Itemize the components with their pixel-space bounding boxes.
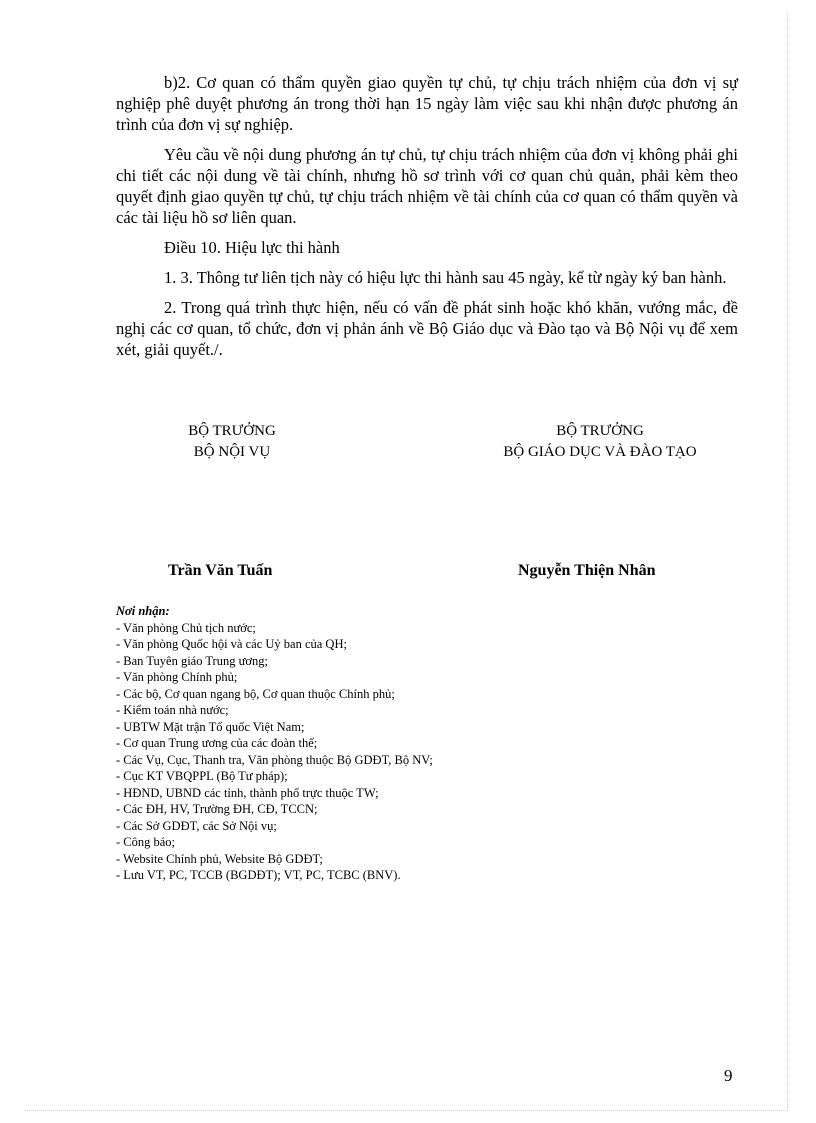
- list-item: - Các bộ, Cơ quan ngang bộ, Cơ quan thuộc Chính phủ;: [116, 686, 395, 701]
- list-item: - Công báo;: [116, 835, 176, 849]
- signer-name-left: Trần Văn Tuấn: [168, 562, 273, 579]
- list-item: - Văn phòng Chính phủ;: [116, 670, 238, 684]
- list-item: - Website Chính phủ, Website Bộ GDĐT;: [116, 851, 323, 866]
- list-item: - UBTW Mặt trận Tổ quốc Việt Nam;: [116, 719, 305, 734]
- paragraph-requirements: Yêu cầu về nội dung phương án tự chủ, tự chịu trách nhiệm của đơn vị không phải ghi chi tiết các nội dung về tài chính, nhưng hồ sơ trình với cơ quan chủ quản, phải kèm theo quyết định giao quyền tự chủ, tự chịu trách nhiệm về tài chính của cơ quan có thẩm quyền và các tài liệu hồ sơ liên quan.: [116, 145, 738, 227]
- list-item: - Các Sở GDĐT, các Sở Nội vụ;: [116, 818, 277, 833]
- list-item: - Kiểm toán nhà nước;: [116, 703, 229, 717]
- recipients-heading: Nơi nhận:: [116, 604, 170, 618]
- list-item: - Cơ quan Trung ương của các đoàn thể;: [116, 736, 318, 750]
- paragraph-effect: 1. 3. Thông tư liên tịch này có hiệu lực thi hành sau 45 ngày, kể từ ngày ký ban hành.: [164, 268, 727, 287]
- recipients-list: [116, 620, 616, 884]
- article-10-heading: Điều 10. Hiệu lực thi hành: [164, 238, 340, 257]
- signature-ministry-left: BỘ NỘI VỤ: [193, 444, 271, 460]
- list-item: - Cục KT VBQPPL (Bộ Tư pháp);: [116, 769, 288, 783]
- signature-title-right: BỘ TRƯỞNG: [556, 423, 644, 439]
- page-number: 9: [724, 1066, 733, 1085]
- list-item: - HĐND, UBND các tỉnh, thành phố trực thuộc TW;: [116, 785, 379, 800]
- list-item: - Các ĐH, HV, Trường ĐH, CĐ, TCCN;: [116, 802, 318, 816]
- signer-name-right: Nguyễn Thiện Nhân: [518, 562, 656, 579]
- paragraph-implementation: 2. Trong quá trình thực hiện, nếu có vấn đề phát sinh hoặc khó khăn, vướng mắc, đề nghị các cơ quan, tổ chức, đơn vị phản ánh về Bộ Giáo dục và Đào tạo và Bộ Nội vụ để xem xét, giải quyết./.: [116, 298, 738, 359]
- recipients-block: [116, 603, 616, 884]
- list-item: - Ban Tuyên giáo Trung ương;: [116, 653, 268, 668]
- paragraph-approval: b)2. Cơ quan có thẩm quyền giao quyền tự chủ, tự chịu trách nhiệm của đơn vị sự nghiệp phê duyệt phương án trong thời hạn 15 ngày làm việc sau khi nhận được phương án trình của đơn vị sự nghiệp.: [116, 73, 738, 134]
- document-body: [116, 72, 738, 369]
- signature-ministry-right: BỘ GIÁO DỤC VÀ ĐÀO TẠO: [503, 444, 697, 460]
- list-item: - Lưu VT, PC, TCCB (BGDĐT); VT, PC, TCBC (BNV).: [116, 868, 401, 882]
- signature-block-right: [460, 421, 740, 463]
- list-item: - Các Vụ, Cục, Thanh tra, Văn phòng thuộc Bộ GDĐT, Bộ NV;: [116, 752, 433, 767]
- signature-title-left: BỘ TRƯỞNG: [188, 423, 276, 439]
- list-item: - Văn phòng Quốc hội và các Uỷ ban của QH;: [116, 637, 347, 651]
- list-item: - Văn phòng Chủ tịch nước;: [116, 620, 256, 635]
- signature-block-left: [152, 421, 312, 463]
